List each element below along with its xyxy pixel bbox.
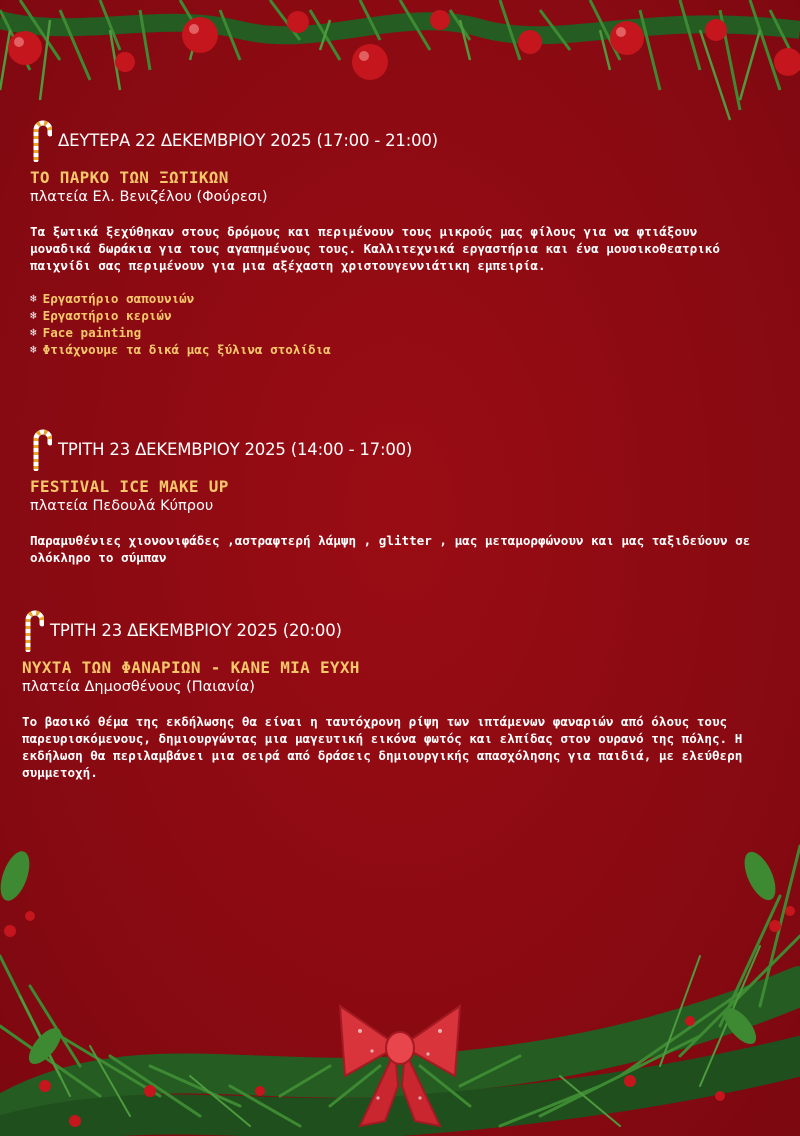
activity-label: Φτιάχνουμε τα δικά μας ξύλινα στολίδια <box>42 342 331 357</box>
snowflake-icon: ❄ <box>30 343 37 356</box>
activities-list <box>30 290 760 358</box>
list-item <box>30 290 760 307</box>
activity-label: Εργαστήριο σαπουνιών <box>42 291 195 306</box>
event-title: ΝΥΧΤΑ ΤΩΝ ΦΑΝΑΡΙΩΝ - ΚΑΝΕ ΜΙΑ ΕΥΧΗ <box>22 658 360 677</box>
event-2 <box>30 427 760 566</box>
event-date: ΤΡΙΤΗ 23 ΔΕΚΕΜΒΡΙΟΥ 2025 (14:00 - 17:00) <box>58 439 413 459</box>
event-title: FESTIVAL ICE MAKE UP <box>30 477 229 496</box>
snowflake-icon: ❄ <box>30 292 37 305</box>
event-3-date-row <box>22 608 762 652</box>
event-date: ΔΕΥΤΕΡΑ 22 ΔΕΚΕΜΒΡΙΟΥ 2025 (17:00 - 21:00) <box>58 130 438 150</box>
event-description: Παραμυθένιες χιονονιφάδες ,αστραφτερή λάμψη , glitter , μας μεταμορφώνουν και μας ταξιδεύουν σε ολόκληρο το σύμπαν <box>30 533 751 565</box>
list-item <box>30 341 760 358</box>
event-title: ΤΟ ΠΑΡΚΟ ΤΩΝ ΞΩΤΙΚΩΝ <box>30 168 229 187</box>
candy-cane-icon <box>30 427 52 471</box>
bottom-pine-garland-decoration <box>0 836 800 1136</box>
activity-label: Εργαστήριο κεριών <box>42 308 172 323</box>
event-description: Το βασικό θέμα της εκδήλωσης θα είναι η ταυτόχρονη ρίψη των ιπτάμενων φαναριών από όλους τους παρευρισκόμενους, δημιουργώντας μια μαγευτική εικόνα φωτός και ελπίδας στον ουρανό της πόλης. Η εκδήλωση θα περιλαμβάνει μια σειρά από δράσεις δημιουργικής απασχόλησης για παιδιά, με ελεύθερη συμμετοχή. <box>22 714 743 780</box>
list-item <box>30 324 760 341</box>
event-3 <box>22 608 762 781</box>
snowflake-icon: ❄ <box>30 326 37 339</box>
event-location: πλατεία Πεδουλά Κύπρου <box>30 498 214 514</box>
top-pine-garland-decoration <box>0 0 800 130</box>
snowflake-icon: ❄ <box>30 309 37 322</box>
candy-cane-icon <box>22 608 44 652</box>
event-2-date-row <box>30 427 760 471</box>
activity-label: Face painting <box>42 325 142 340</box>
event-location: πλατεία Ελ. Βενιζέλου (Φούρεσι) <box>30 189 268 205</box>
list-item <box>30 307 760 324</box>
event-description: Τα ξωτικά ξεχύθηκαν στους δρόμους και περιμένουν τους μικρούς μας φίλους για να φτιάξουν μοναδικά δωράκια για τους αγαπημένους τους. Καλλιτεχνικά εργαστήρια και ένα μουσικοθεατρικό παιχνίδι σας περιμένουν για μια αξέχαστη χριστουγεννιάτικη εμπειρία. <box>30 224 720 273</box>
event-1 <box>30 118 760 374</box>
candy-cane-icon <box>30 118 52 162</box>
event-1-date-row <box>30 118 760 162</box>
event-date: ΤΡΙΤΗ 23 ΔΕΚΕΜΒΡΙΟΥ 2025 (20:00) <box>50 620 342 640</box>
event-location: πλατεία Δημοσθένους (Παιανία) <box>22 679 255 695</box>
